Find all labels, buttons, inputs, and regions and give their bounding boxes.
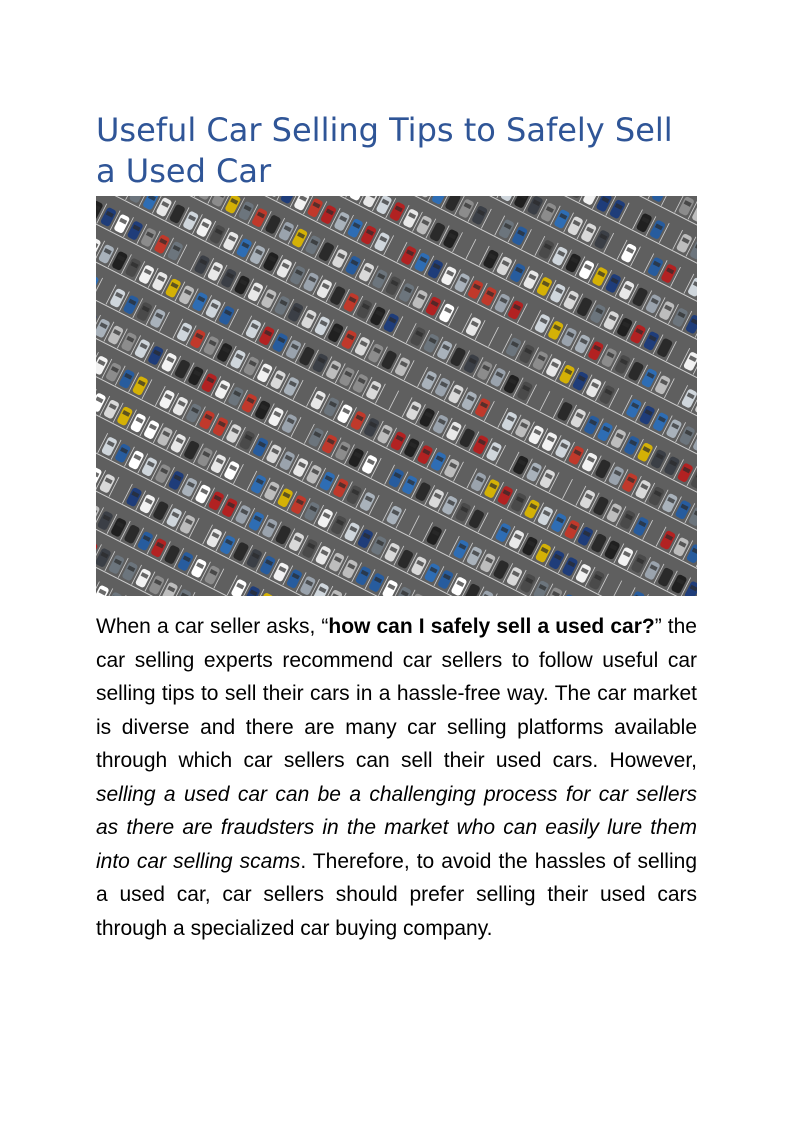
page-title: Useful Car Selling Tips to Safely Sell a Used Car: [96, 111, 673, 190]
paragraph-bold-question: how can I safely sell a used car?: [328, 615, 655, 638]
paragraph-italic: selling a used car can be a challenging process for car sellers as there are fraudsters in the market who can easily lure them into car selling scams: [96, 782, 697, 873]
parking-lot-image: [96, 196, 697, 596]
paragraph-after-question: ” the car selling experts recommend car sellers to follow useful car selling tips to sell their cars in a hassle-free way. The car market is diverse and there are many car selling platforms available through which car sellers can sell their used cars. However,: [96, 615, 697, 772]
document-page: [96, 110, 697, 945]
body-paragraph: [96, 610, 697, 945]
paragraph-intro: When a car seller asks, “: [96, 615, 329, 638]
paragraph-closing: . Therefore, to avoid the hassles of selling a used car, car sellers should prefer selling their used cars through a specialized car buying company.: [96, 849, 697, 940]
